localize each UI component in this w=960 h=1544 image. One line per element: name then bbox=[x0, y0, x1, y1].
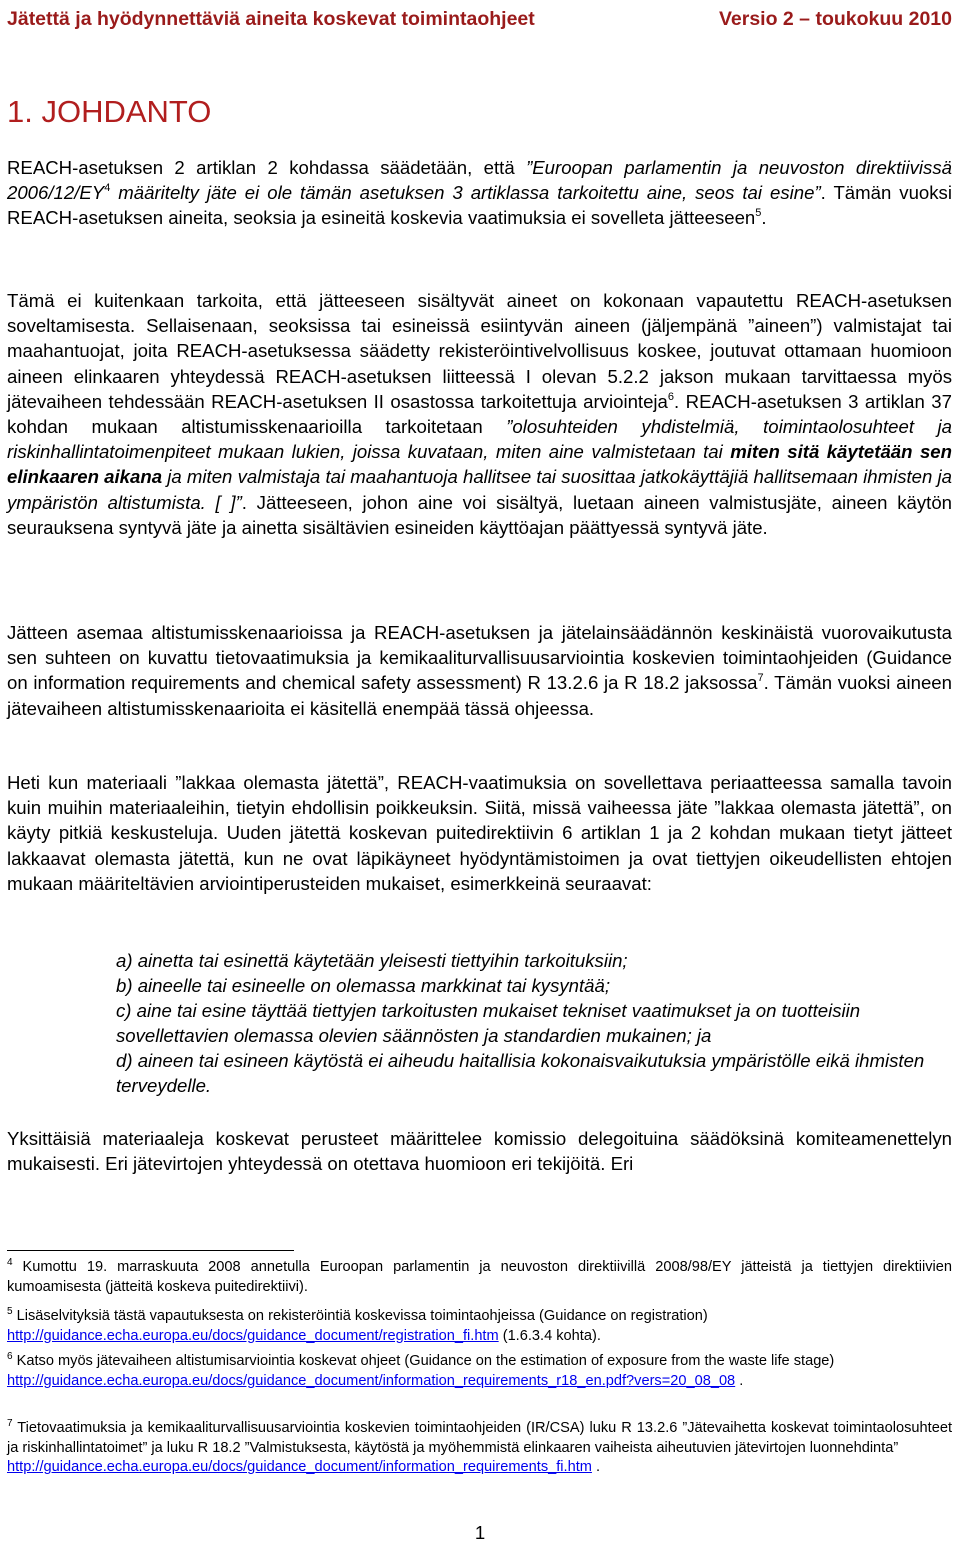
footnote-text: Lisäselvityksiä tästä vapautuksesta on rekisteröintiä koskevissa toimintaohjeissa (Guidance on registration) bbox=[12, 1308, 708, 1324]
footnote-after: . bbox=[591, 1459, 601, 1476]
p1-quote-a: ”Euroopan parlamentin ja neuvoston direktiivissä 2006/12/EY bbox=[7, 157, 952, 204]
p1-text-a: REACH-asetuksen 2 artiklan 2 kohdassa säädetään, että bbox=[7, 157, 527, 178]
p1-text-c: . bbox=[761, 207, 767, 229]
paragraph-2 bbox=[7, 288, 952, 540]
p2-quote-bold: miten sitä käytetään sen elinkaaren aikana bbox=[7, 441, 952, 488]
p3-text-b: . Tämän vuoksi aineen jätevaiheen altistumisskenaarioita ei käsitellä enempää tässä ohjeessa. bbox=[7, 672, 952, 719]
footnote-ref-5: 5 bbox=[755, 207, 762, 220]
criteria-list bbox=[116, 948, 952, 1098]
footnote-6 bbox=[7, 1352, 952, 1391]
footnote-number: 4 bbox=[7, 1257, 13, 1268]
paragraph-1 bbox=[7, 155, 952, 231]
footnote-number: 7 bbox=[7, 1418, 13, 1429]
paragraph-3 bbox=[7, 620, 952, 721]
footnote-ref-4: 4 bbox=[104, 182, 111, 195]
list-item: c) aine tai esine täyttää tiettyjen tarkoitusten mukaiset tekniset vaatimukset ja on tuotteisiin sovellettavien olemassa olevien säännösten ja standardien mukainen; ja bbox=[116, 1000, 861, 1046]
paragraph-5 bbox=[7, 1126, 952, 1176]
p2-quote-b: ja miten valmistaja tai maahantuoja hallitsee tai suosittaa jatkokäyttäjiä hallitsemaan ihmisten ja ympäristön altistumista. [ ]” bbox=[7, 466, 953, 513]
footnote-separator bbox=[7, 1250, 294, 1251]
footnote-after: (1.6.3.4 kohta). bbox=[498, 1327, 601, 1344]
footnote-4 bbox=[7, 1258, 952, 1297]
p3-text-a: Jätteen asemaa altistumisskenaarioissa ja REACH-asetuksen ja jätelainsäädännön keskinäistä vuorovaikutusta sen suhteen on kuvattu tietovaatimuksia ja kemikaaliturvallisuusarviointia koskevien toimintaohjeiden (Guidance on information requirements and chemical safety assessment) R 13.2.6 ja R 18.2 jaksossa bbox=[7, 622, 952, 694]
page-number: 1 bbox=[474, 1522, 486, 1543]
page-header bbox=[7, 4, 952, 34]
footnote-5 bbox=[7, 1307, 952, 1346]
header-title: Jätettä ja hyödynnettäviä aineita koskevat toimintaohjeet bbox=[7, 8, 535, 30]
p2-text-a: Tämä ei kuitenkaan tarkoita, että jätteeseen sisältyvät aineet on kokonaan vapautettu REACH-asetuksen soveltamisesta. Sellaisenaan, seoksissa tai esineissä esiintyvän aineen (jäljempänä ”aineen”) valmistajat tai maahantuojat, joita REACH-asetuksessa säädetty rekisteröintivelvollisuus koskee, joutuvat ottamaan huomioon aineen elinkaaren yhteydessä REACH-asetuksen liitteessä I olevan 5.2.2 jakson mukaan tarvittaessa myös jätevaiheen tehdessään REACH-asetuksen II osastossa tarkoitettuja arviointeja bbox=[7, 290, 952, 412]
p2-quote-a: ”olosuhteiden yhdistelmiä, toimintaolosuhteet ja riskinhallintatoimenpiteet mukaan lukien, joissa kuvataan, miten aine valmistetaan tai bbox=[7, 416, 952, 463]
p2-text-b: . REACH-asetuksen 3 artiklan 37 kohdan mukaan altistumisskenaarioilla tarkoitetaan bbox=[7, 390, 952, 438]
footnote-link[interactable]: http://guidance.echa.europa.eu/docs/guidance_document/information_requirements_fi.htm bbox=[7, 1459, 592, 1476]
list-item: a) ainetta tai esinettä käytetään yleisesti tiettyihin tarkoituksiin; bbox=[116, 950, 628, 971]
p4-text: Heti kun materiaali ”lakkaa olemasta jätettä”, REACH-vaatimuksia on sovellettava periaatteessa samalla tavoin kuin muihin materiaaleihin, tietyin ehdollisin poikkeuksin. Siitä, missä vaiheessa jäte ”lakkaa olemasta jätettä”, on käyty pitkiä keskusteluja. Uuden jätettä koskevan puitedirektiivin 6 artiklan 1 ja 2 kohdan mukaan tietyt jätteet lakkaavat olemasta jätettä, kun ne ovat läpikäyneet hyödyntämistoimen ja ovat tiettyjen oikeudellisten ehtojen mukaan määriteltävien arviointiperusteiden mukaiset, esimerkkeinä seuraavat: bbox=[7, 772, 952, 894]
footnote-ref-6: 6 bbox=[667, 390, 675, 403]
paragraph-4 bbox=[7, 770, 952, 896]
footnote-7 bbox=[7, 1419, 952, 1478]
footnote-ref-7: 7 bbox=[757, 672, 764, 685]
header-version: Versio 2 – toukokuu 2010 bbox=[718, 8, 952, 30]
footnote-number: 5 bbox=[7, 1306, 13, 1317]
p2-text-c: . Jätteeseen, johon aine voi sisältyä, luetaan aineen valmistusjäte, aineen käytön seurauksena syntyvä jäte ja ainetta sisältävien esineiden käyttöajan päättyessä syntyvä jäte. bbox=[7, 491, 952, 538]
footnote-link[interactable]: http://guidance.echa.europa.eu/docs/guidance_document/information_requirements_r18_en.pdf?vers=20_08_08 bbox=[7, 1372, 736, 1389]
p5-text: Yksittäisiä materiaaleja koskevat perusteet määrittelee komissio delegoituina säädöksinä komiteamenettelyn mukaisesti. Eri jätevirtojen yhteydessä on otettava huomioon eri tekijöitä. Eri bbox=[7, 1128, 952, 1175]
footnote-text: Katso myös jätevaiheen altistumisarviointia koskevat ohjeet (Guidance on the estimation of exposure from the waste life stage) bbox=[12, 1353, 835, 1369]
footnote-after: . bbox=[735, 1372, 744, 1389]
section-heading: 1. JOHDANTO bbox=[7, 94, 212, 129]
footnote-link[interactable]: http://guidance.echa.europa.eu/docs/guidance_document/registration_fi.htm bbox=[7, 1327, 499, 1344]
p1-quote-b: määritelty jäte ei ole tämän asetuksen 3 artiklassa tarkoitettu aine, seos tai esine” bbox=[110, 182, 821, 204]
footnote-number: 6 bbox=[7, 1351, 13, 1362]
list-item: d) aineen tai esineen käytöstä ei aiheudu haitallisia kokonaisvaikutuksia ympäristölle eikä ihmisten terveydelle. bbox=[116, 1050, 925, 1096]
p1-text-b: . Tämän vuoksi REACH-asetuksen aineita, seoksia ja esineitä koskevia vaatimuksia ei sovelleta jätteeseen bbox=[7, 182, 952, 229]
footnote-text: Tietovaatimuksia ja kemikaaliturvallisuusarviointia koskevien toimintaohjeiden (IR/CSA) luku R 13.2.6 ”Jätevaihetta koskevat toimintaolosuhteet ja riskinhallintatoimet” ja luku R 18.2 ”Valmistuksesta, käytöstä ja myöhemmistä elinkaaren vaiheista aiheutuvien jätevirtojen luonnehdinta” bbox=[7, 1420, 952, 1456]
list-item: b) aineelle tai esineelle on olemassa markkinat tai kysyntää; bbox=[116, 975, 611, 996]
footnote-text: Kumottu 19. marraskuuta 2008 annetulla Euroopan parlamentin ja neuvoston direktiivillä 2008/98/EY jätteistä ja tiettyjen direktiivien kumoamisesta (jätteitä koskeva puitedirektiivi). bbox=[7, 1259, 952, 1295]
